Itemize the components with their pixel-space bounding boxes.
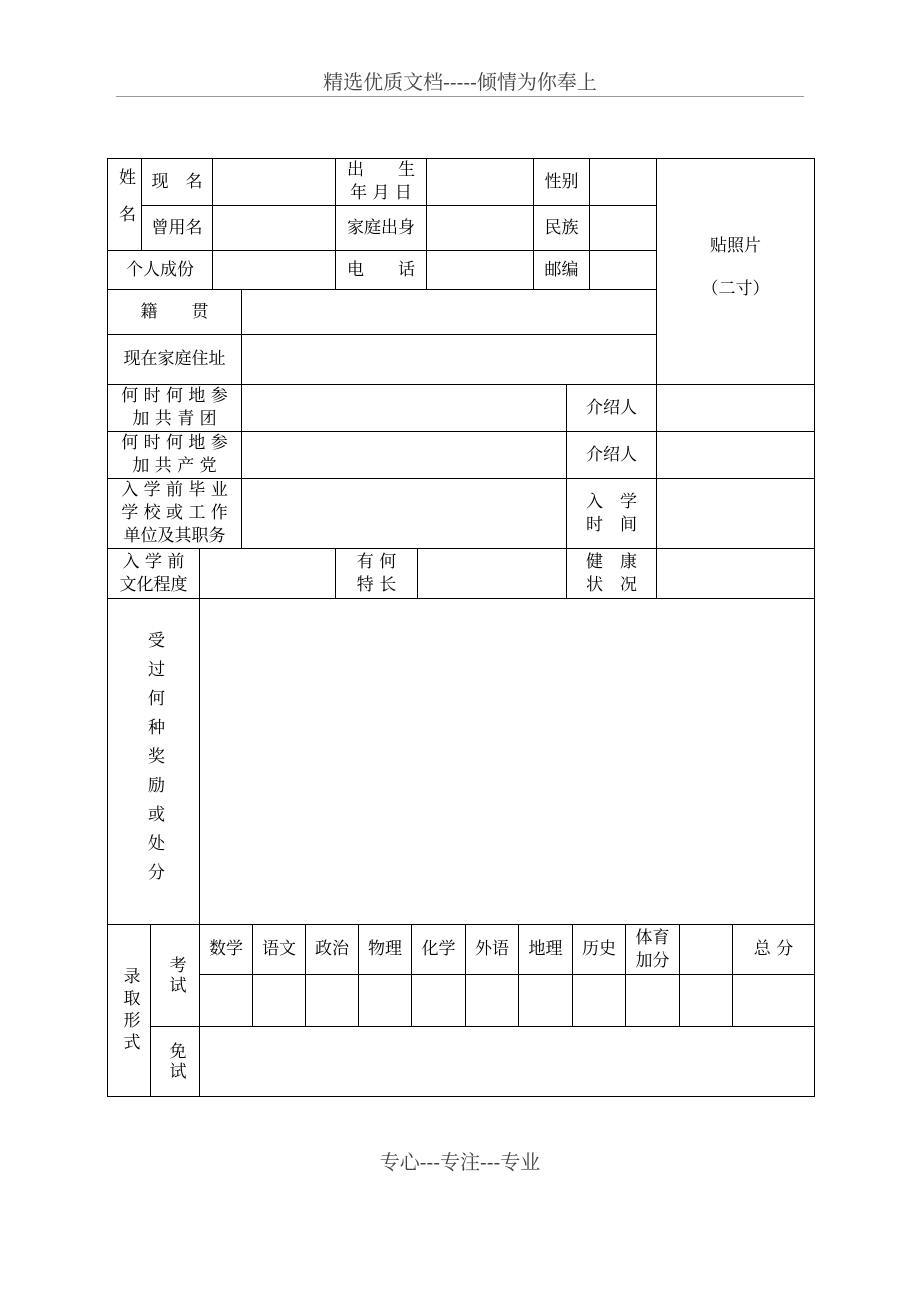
label-techang-line2: 特 长 xyxy=(356,574,397,595)
label-xianming: 现 名 xyxy=(151,171,203,192)
field-jieshaoren1[interactable] xyxy=(656,384,815,432)
field-zhuzhi[interactable] xyxy=(241,334,657,385)
label-mianshi: 免试 xyxy=(165,1041,186,1082)
label-jieshaoren-1: 介绍人 xyxy=(586,397,637,418)
score-field[interactable] xyxy=(252,974,306,1027)
label-ruxueshijian-line1: 入 学 xyxy=(586,491,637,512)
label-wenhua xyxy=(107,548,200,599)
label-youbian: 邮编 xyxy=(544,259,579,280)
label-jiankang xyxy=(566,548,657,599)
label-jiankang-line1: 健 康 xyxy=(586,551,637,572)
label-jieshaoren-2: 介绍人 xyxy=(586,444,637,465)
subject-pe-bonus-line2: 加分 xyxy=(635,950,670,971)
field-jiating[interactable] xyxy=(426,205,534,251)
score-field[interactable] xyxy=(679,974,733,1027)
field-zengyongming[interactable] xyxy=(212,205,336,251)
label-dang-line2: 加 共 产 党 xyxy=(132,456,217,476)
label-xuexiao-line3: 单位及其职务 xyxy=(123,526,226,546)
label-tuan xyxy=(107,384,242,432)
score-field[interactable] xyxy=(411,974,466,1027)
label-jiating: 家庭出身 xyxy=(347,217,415,238)
label-techang-line1: 有 何 xyxy=(356,551,397,572)
field-xingbie[interactable] xyxy=(589,158,657,206)
field-wenhua[interactable] xyxy=(199,548,336,599)
field-xianming[interactable] xyxy=(212,158,336,206)
label-chengfen: 个人成份 xyxy=(126,259,194,280)
subject-foreign-language: 外语 xyxy=(475,939,509,959)
label-jiankang-line2: 状 况 xyxy=(586,574,637,595)
label-photo-line1: 贴照片 xyxy=(710,236,761,256)
subject-geography: 地理 xyxy=(528,939,563,959)
label-xingbie: 性别 xyxy=(544,171,579,192)
subject-header-cell xyxy=(679,924,733,975)
field-youbian[interactable] xyxy=(589,250,657,290)
label-chusheng-line1: 出 生 xyxy=(347,160,415,180)
label-tuan-line2: 加 共 青 团 xyxy=(132,409,217,429)
score-field[interactable] xyxy=(465,974,519,1027)
subject-pe-bonus-line1: 体育 xyxy=(635,927,670,948)
field-jiangli[interactable] xyxy=(199,598,815,925)
label-xuexiao-line1: 入 学 前 毕 业 xyxy=(121,480,228,500)
subject-chemistry: 化学 xyxy=(421,939,456,959)
label-dang xyxy=(107,431,242,479)
field-mianshi[interactable] xyxy=(199,1026,815,1097)
field-minzu[interactable] xyxy=(589,205,657,251)
label-xuexiao-line2: 学 校 或 工 作 xyxy=(121,503,228,523)
label-wenhua-line1: 入 学 前 xyxy=(122,551,185,572)
label-chusheng xyxy=(335,158,427,206)
label-jiangli: 受过何种奖励或处分 xyxy=(144,631,164,892)
label-chusheng-line2: 年 月 日 xyxy=(350,183,412,203)
label-photo xyxy=(656,218,815,318)
label-dang-line1: 何 时 何 地 参 xyxy=(121,433,228,453)
field-xuexiao[interactable] xyxy=(241,478,567,549)
subject-politics: 政治 xyxy=(315,939,349,959)
header-divider xyxy=(116,96,804,97)
label-jiguan: 籍 贯 xyxy=(140,301,209,322)
subject-pe-bonus xyxy=(625,924,680,975)
field-jiankang[interactable] xyxy=(656,548,815,599)
field-chusheng[interactable] xyxy=(426,158,534,206)
score-field[interactable] xyxy=(732,974,815,1027)
label-xingming: 姓名 xyxy=(115,167,135,242)
label-wenhua-line2: 文化程度 xyxy=(119,574,188,595)
label-luqu: 录取形式 xyxy=(119,966,140,1055)
field-ruxueshijian[interactable] xyxy=(656,478,815,549)
page-footer: 专心---专注---专业 xyxy=(379,1150,541,1174)
field-techang[interactable] xyxy=(417,548,567,599)
label-tuan-line1: 何 时 何 地 参 xyxy=(121,386,228,406)
field-chengfen[interactable] xyxy=(212,250,336,290)
field-jiguan[interactable] xyxy=(241,289,657,335)
label-dianhua: 电 话 xyxy=(347,259,415,280)
score-field[interactable] xyxy=(518,974,573,1027)
label-minzu: 民族 xyxy=(544,217,579,238)
score-field[interactable] xyxy=(625,974,680,1027)
label-ruxueshijian xyxy=(566,478,657,549)
page-header: 精选优质文档-----倾情为你奉上 xyxy=(323,70,597,94)
subject-chinese: 语文 xyxy=(262,939,296,959)
label-kaoshi: 考试 xyxy=(165,955,186,996)
score-field[interactable] xyxy=(199,974,253,1027)
subject-math: 数学 xyxy=(209,939,243,959)
score-field[interactable] xyxy=(305,974,359,1027)
enrollment-form xyxy=(107,158,815,1097)
field-jieshaoren2[interactable] xyxy=(656,431,815,479)
subject-total: 总 分 xyxy=(753,939,794,959)
subject-physics: 物理 xyxy=(368,939,402,959)
label-zhuzhi: 现在家庭住址 xyxy=(123,349,226,369)
label-ruxueshijian-line2: 时 间 xyxy=(586,514,637,535)
label-techang xyxy=(335,548,418,599)
field-dianhua[interactable] xyxy=(426,250,534,290)
label-zengyongming: 曾用名 xyxy=(151,217,203,238)
score-field[interactable] xyxy=(358,974,412,1027)
label-xuexiao xyxy=(107,478,242,549)
label-photo-line2: （二寸） xyxy=(701,279,770,299)
subject-history: 历史 xyxy=(582,939,616,959)
field-dang[interactable] xyxy=(241,431,567,479)
score-field[interactable] xyxy=(572,974,626,1027)
field-tuan[interactable] xyxy=(241,384,567,432)
